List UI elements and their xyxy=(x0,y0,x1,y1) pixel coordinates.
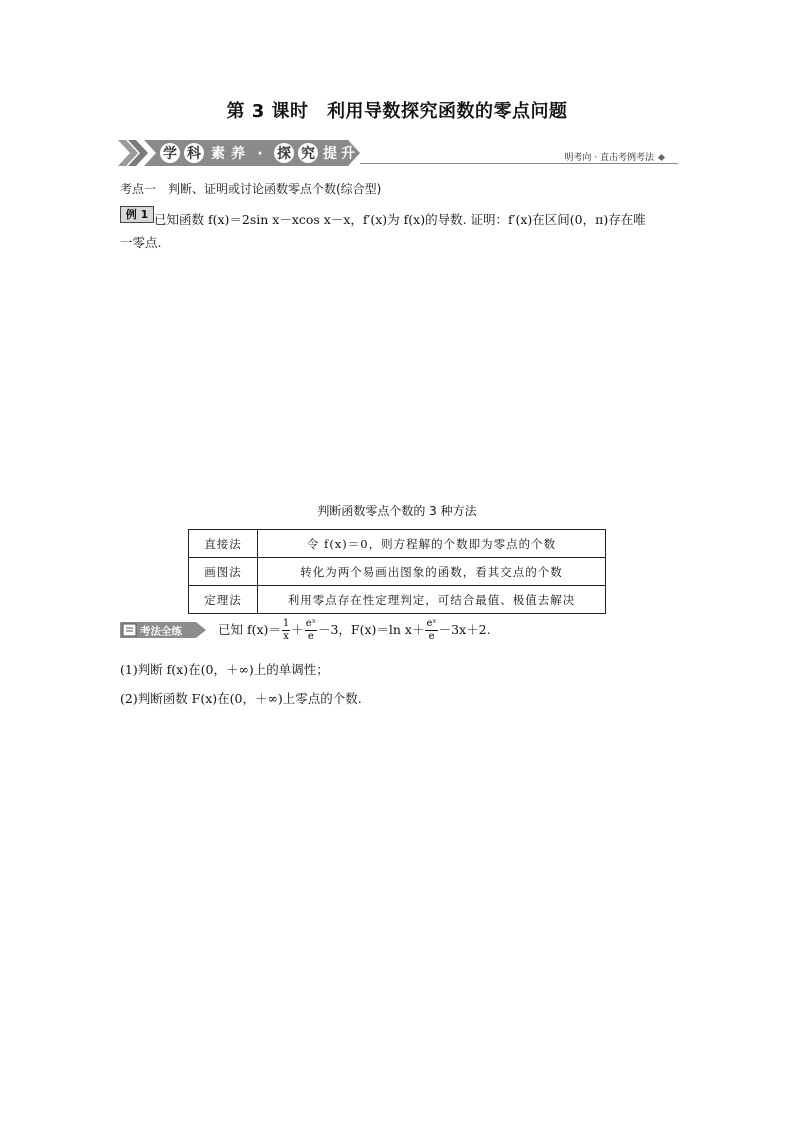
example-text-continued: 一零点. xyxy=(120,235,162,250)
example-text: 已知函数 f(x)＝2sin x－xcos x－x，f′(x)为 f(x)的导数. 证明：f′(x)在区间(0，π)存在唯 xyxy=(154,212,646,227)
banner-char: 提 xyxy=(323,146,337,162)
method-table-title: 判断函数零点个数的 3 种方法 xyxy=(317,504,477,518)
practice-tail: －3x＋2. xyxy=(438,622,491,637)
notebook-icon xyxy=(123,624,136,636)
method-table xyxy=(188,529,606,614)
banner-char: 究 xyxy=(301,146,315,162)
practice-mid: －3，F(x)＝ln x＋ xyxy=(317,622,425,637)
fraction-denominator: x xyxy=(283,631,289,642)
method-name: 直接法 xyxy=(189,530,258,558)
practice-problem xyxy=(218,618,491,643)
fraction xyxy=(282,618,290,643)
question-2: (2)判断函数 F(x)在(0，＋∞)上零点的个数. xyxy=(120,691,362,706)
diamond-icon xyxy=(658,154,665,161)
banner-char: 学 xyxy=(163,146,177,162)
banner-char: 升 xyxy=(341,146,355,162)
fraction-numerator: eˣ xyxy=(305,618,316,629)
method-desc: 转化为两个易画出图象的函数，看其交点的个数 xyxy=(258,558,606,586)
section-heading: 考点一 判断、证明或讨论函数零点个数(综合型) xyxy=(120,182,382,196)
practice-badge-label: 考法全练 xyxy=(140,625,182,638)
banner-right-label xyxy=(564,150,664,163)
method-desc: 令 f(x)＝0，则方程解的个数即为零点的个数 xyxy=(258,530,606,558)
fraction xyxy=(305,618,317,643)
table-row xyxy=(189,586,606,614)
banner-char: 探 xyxy=(277,146,291,162)
practice-badge xyxy=(120,621,206,639)
method-desc: 利用零点存在性定理判定，可结合最值、极值去解决 xyxy=(258,586,606,614)
method-name: 定理法 xyxy=(189,586,258,614)
table-row xyxy=(189,558,606,586)
fraction-numerator: eˣ xyxy=(426,618,437,629)
banner-char: · xyxy=(257,146,263,162)
banner-divider xyxy=(360,163,678,164)
practice-lead: 已知 f(x)＝ xyxy=(218,622,281,637)
banner-char: 科 xyxy=(187,146,201,162)
banner-right-text: 明考向 · 直击考例考法 xyxy=(564,153,654,163)
banner-char: 素 xyxy=(211,146,225,162)
fraction-numerator: 1 xyxy=(282,618,290,629)
fraction-denominator: e xyxy=(425,630,437,643)
example-badge: 例 1 xyxy=(120,206,154,223)
method-name: 画图法 xyxy=(189,558,258,586)
page-title: 第 3 课时 利用导数探究函数的零点问题 xyxy=(226,101,568,122)
question-1: (1)判断 f(x)在(0，＋∞)上的单调性； xyxy=(120,662,329,677)
practice-plus: ＋ xyxy=(291,622,304,637)
fraction xyxy=(425,618,437,643)
fraction-denominator: e xyxy=(305,630,317,643)
table-row xyxy=(189,530,606,558)
banner-char: 养 xyxy=(231,146,245,162)
